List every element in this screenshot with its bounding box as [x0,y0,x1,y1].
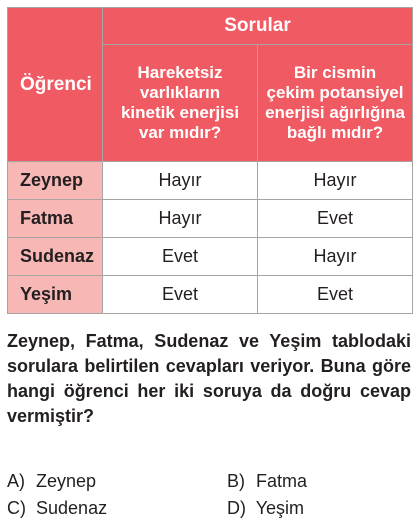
table-row [8,238,413,276]
table-row [8,276,413,314]
student-name: Fatma [8,200,103,238]
option-text: Fatma [256,471,308,491]
table-row [8,162,413,200]
questions-group-header: Sorular [103,8,413,45]
question-1-header [103,45,258,162]
question-text: Zeynep, Fatma, Sudenaz ve Yeşim tablodaki sorulara belirtilen cevapları veriyor. Buna göre hangi öğrenci her iki soruya da doğru cevap vermiştir? [7,331,411,426]
answer-cell: Evet [103,276,258,314]
student-name: Zeynep [8,162,103,200]
answer-cell: Evet [258,276,413,314]
option-text: Yeşim [255,498,305,518]
question-1-line: varlıkların [139,83,221,102]
question-2-line: çekim potansiyel [266,83,404,102]
question-1-line: kinetik enerjisi [120,103,240,122]
question-2-line: bağlı mıdır? [286,123,384,142]
student-column-header: Öğrenci [8,8,103,162]
question-1-line: var mıdır? [138,123,222,142]
answer-cell: Evet [103,238,258,276]
option-a[interactable] [7,471,96,492]
answer-cell: Hayır [258,162,413,200]
question-1-line: Hareketsiz [137,63,223,82]
option-text: Zeynep [36,471,97,491]
option-label: C) [7,498,26,518]
answer-cell: Hayır [103,162,258,200]
question-2-line: enerjisi ağırlığına [265,103,405,122]
question-2-header [258,45,413,162]
option-label: A) [7,471,25,491]
answer-cell: Hayır [103,200,258,238]
student-name: Sudenaz [8,238,103,276]
question-2-line: Bir cismin [293,63,377,82]
option-d[interactable] [227,498,304,519]
answer-cell: Hayır [258,238,413,276]
answers-table [7,7,413,314]
option-c[interactable] [7,498,107,519]
option-b[interactable] [227,471,307,492]
table-row [8,200,413,238]
option-label: B) [227,471,245,491]
option-label: D) [227,498,246,518]
student-name: Yeşim [8,276,103,314]
answer-cell: Evet [258,200,413,238]
option-text: Sudenaz [36,498,108,518]
